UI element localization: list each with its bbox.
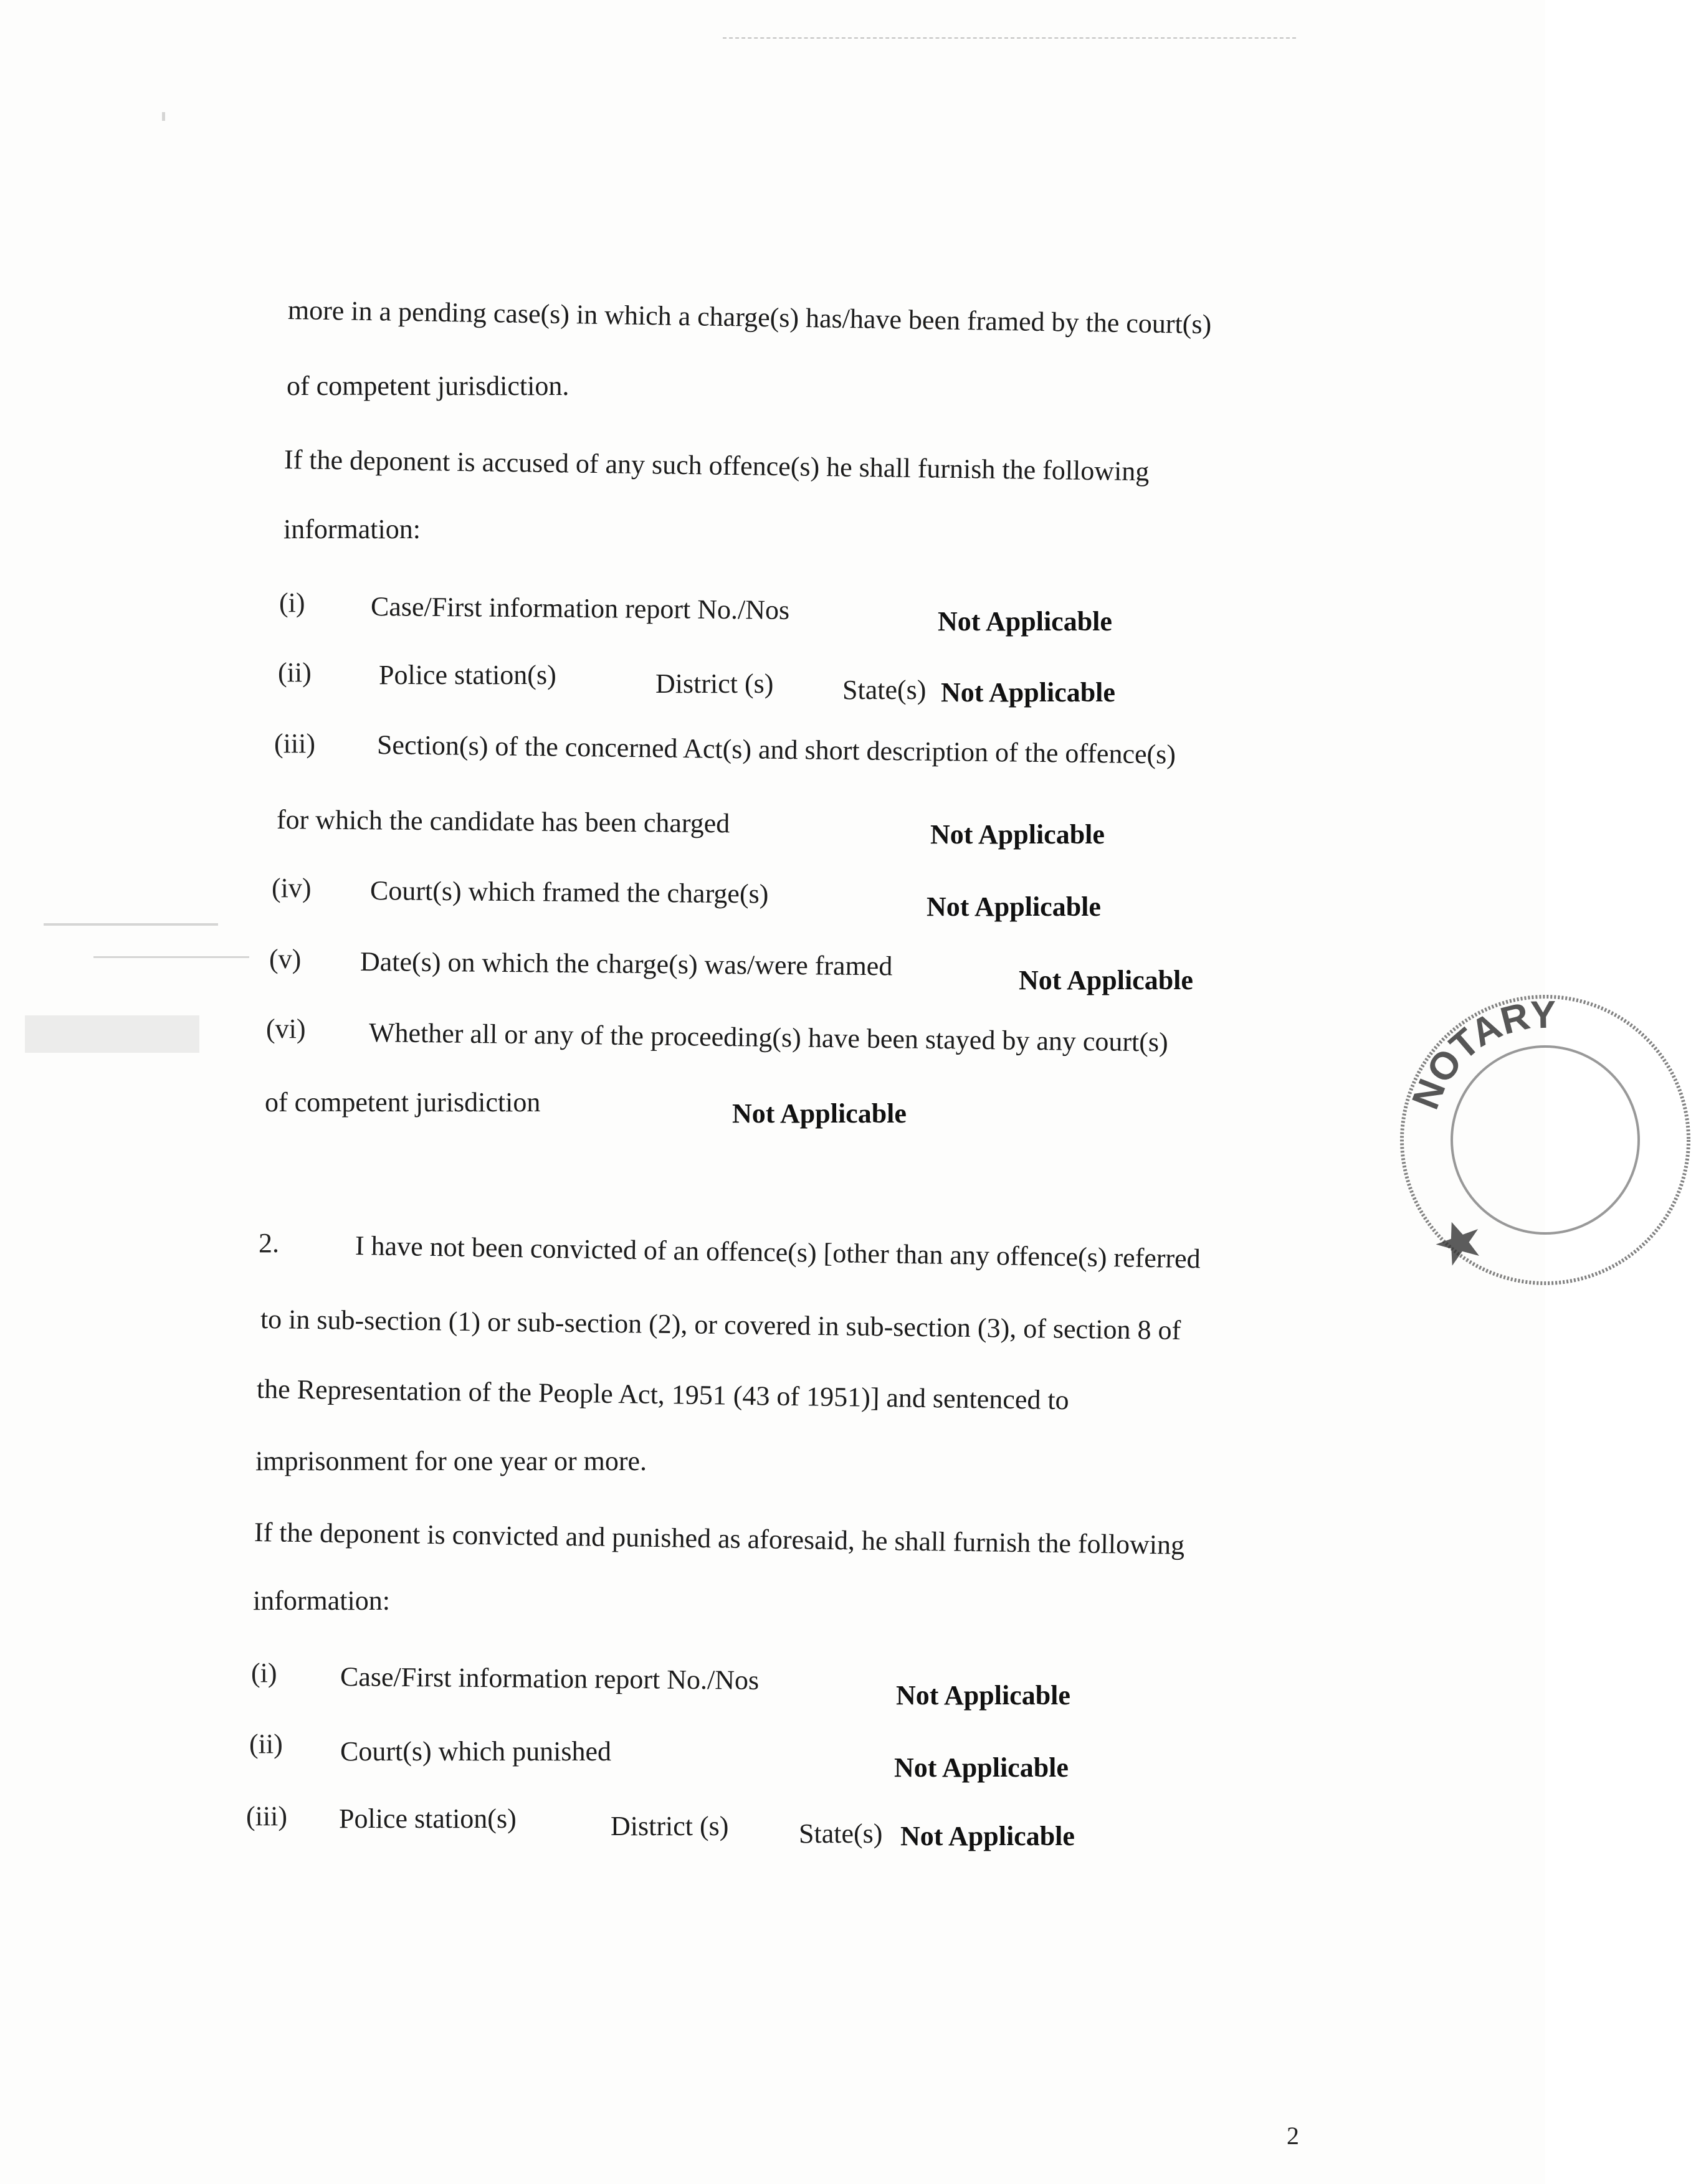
para1-item-iii-value: Not Applicable [930, 819, 1105, 850]
para1-intro-line1: If the deponent is accused of any such offence(s) he shall furnish the following [284, 444, 1150, 487]
para2-line4: imprisonment for one year or more. [255, 1446, 647, 1476]
para2-item-i-value: Not Applicable [896, 1680, 1070, 1711]
para2-line2: to in sub-section (1) or sub-section (2), or covered in sub-section (3), of section 8 of [260, 1304, 1181, 1346]
para1-item-ii-police-station: Police station(s) [379, 660, 556, 690]
para1-item-ii-district: District (s) [655, 668, 774, 699]
para2-item-ii-value: Not Applicable [894, 1752, 1069, 1783]
para1-item-v-value: Not Applicable [1019, 965, 1193, 995]
para2-item-ii-label: Court(s) which punished [340, 1736, 612, 1767]
scan-artifact [93, 956, 249, 958]
scan-artifact [162, 112, 165, 121]
para2-line1: I have not been convicted of an offence(s) [other than any offence(s) referred [355, 1230, 1201, 1275]
para2-line3: the Representation of the People Act, 1951 (43 of 1951)] and sentenced to [256, 1374, 1069, 1416]
scan-artifact [44, 923, 218, 926]
para1-item-vi-number: (vi) [266, 1014, 306, 1044]
para2-item-ii-number: (ii) [249, 1729, 283, 1759]
para1-item-i-number: (i) [279, 587, 305, 618]
para2-item-iii-value: Not Applicable [900, 1821, 1075, 1851]
para1-item-ii-number: (ii) [278, 657, 312, 688]
para1-intro-line2: information: [284, 514, 421, 544]
scan-artifact [25, 1015, 199, 1053]
para1-item-v-label: Date(s) on which the charge(s) was/were framed [360, 946, 893, 982]
para1-item-vi-label: Whether all or any of the proceeding(s) have been stayed by any court(s) [368, 1017, 1169, 1058]
para2-item-iii-police-station: Police station(s) [339, 1803, 517, 1834]
para1-item-iv-value: Not Applicable [927, 891, 1101, 922]
para1-item-ii-value: Not Applicable [941, 677, 1115, 708]
para1-item-v-number: (v) [269, 944, 302, 974]
para2-item-iii-number: (iii) [246, 1801, 287, 1831]
para1-line1: more in a pending case(s) in which a charge(s) has/have been framed by the court(s) [287, 295, 1212, 340]
para2-item-iii-district: District (s) [611, 1811, 729, 1841]
notary-stamp-icon [1389, 984, 1701, 1296]
stamp-text: NOTARY [1404, 993, 1556, 1115]
para2-item-iii-state: State(s) [799, 1818, 883, 1849]
para1-item-iii-number: (iii) [274, 728, 315, 759]
para2-number: 2. [259, 1228, 279, 1258]
para1-item-i-label: Case/First information report No./Nos [370, 591, 790, 625]
page-number: 2 [1287, 2122, 1299, 2150]
para2-intro-line1: If the deponent is convicted and punished as aforesaid, he shall furnish the following [254, 1517, 1185, 1560]
scan-artifact-top [723, 37, 1296, 42]
para1-item-ii-state: State(s) [842, 675, 927, 705]
para2-intro-line2: information: [253, 1585, 390, 1616]
para1-line2: of competent jurisdiction. [287, 371, 569, 401]
para1-item-vi-value: Not Applicable [732, 1098, 907, 1129]
para1-item-iii-label-cont: for which the candidate has been charged [276, 804, 730, 839]
para1-item-vi-label-cont: of competent jurisdiction [265, 1087, 541, 1118]
para2-item-i-label: Case/First information report No./Nos [340, 1661, 760, 1696]
para1-item-iv-number: (iv) [272, 873, 312, 903]
para1-item-iii-label: Section(s) of the concerned Act(s) and short description of the offence(s) [376, 729, 1176, 770]
para1-item-iv-label: Court(s) which framed the charge(s) [369, 875, 769, 909]
para1-item-i-value: Not Applicable [938, 606, 1112, 637]
para2-item-i-number: (i) [251, 1658, 277, 1688]
